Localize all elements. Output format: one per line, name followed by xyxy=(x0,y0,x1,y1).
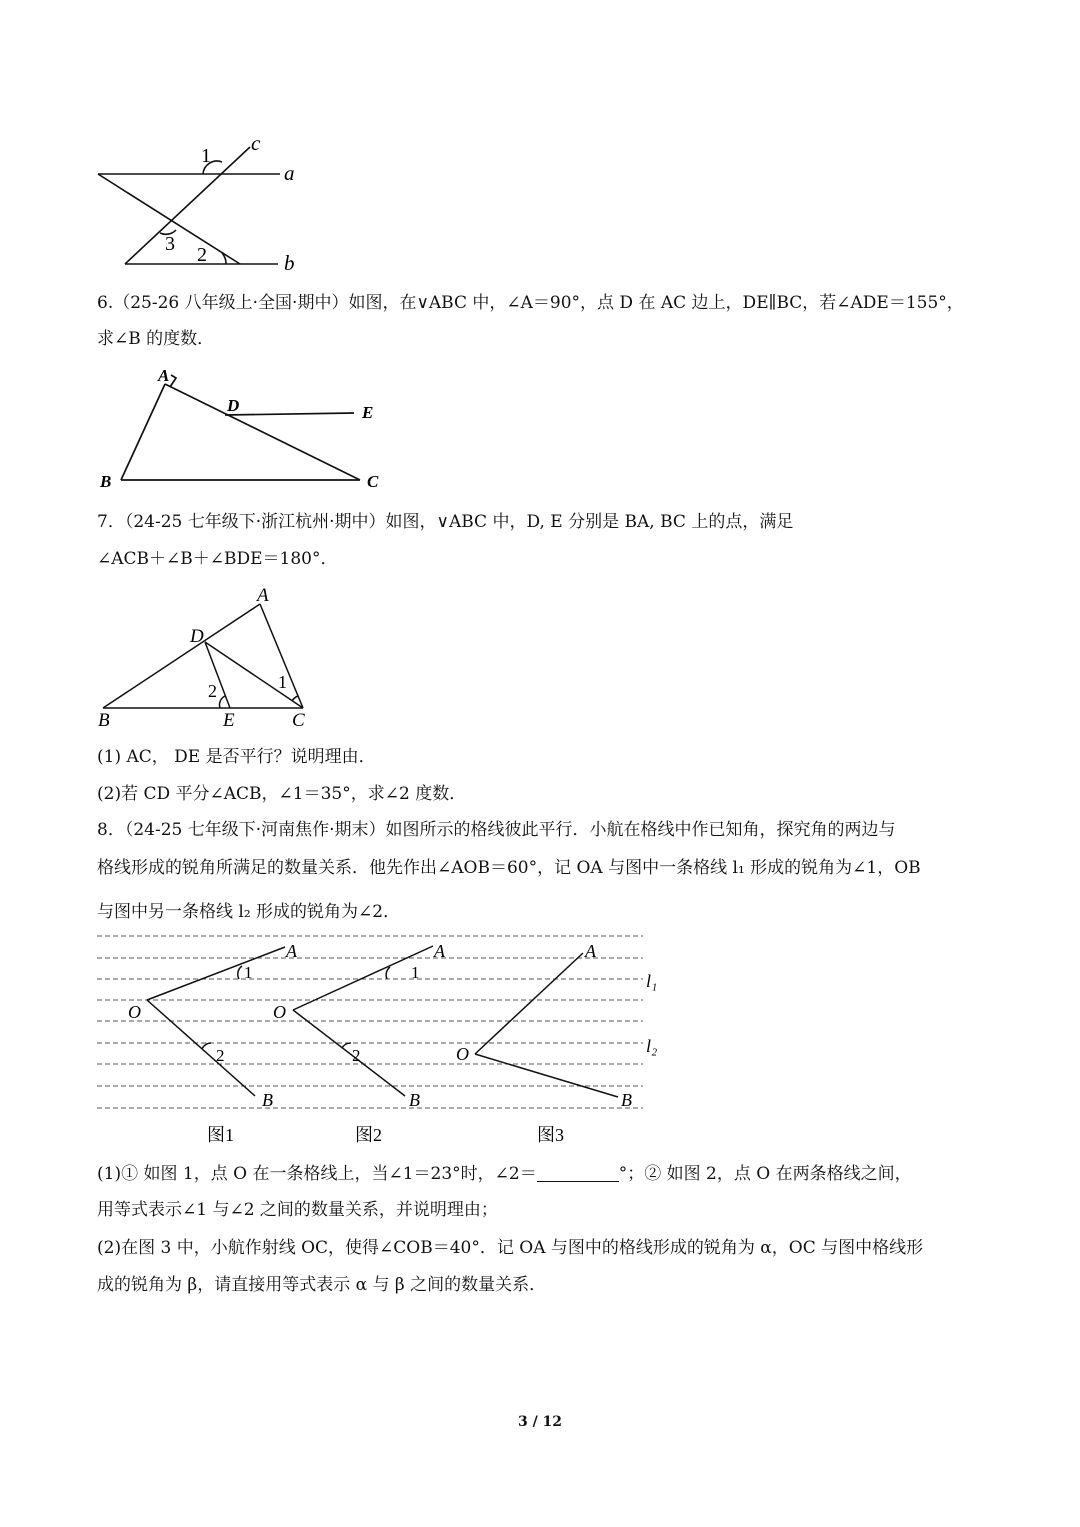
answer-blank[interactable] xyxy=(537,1163,619,1182)
fig1-angle2-arc xyxy=(202,1043,211,1049)
q6-label-e: E xyxy=(362,403,374,422)
q7-label-d: D xyxy=(190,626,204,647)
q7-label-2: 2 xyxy=(208,681,217,701)
fig2-angle1-arc xyxy=(386,967,390,979)
q8-text-line2: 格线形成的锐角所满足的数量关系．他先作出∠AOB＝60°，记 OA 与图中一条格线 l₁ 形成的锐角为∠1，OB xyxy=(97,858,921,878)
fig2-label-o: O xyxy=(273,1002,286,1022)
fig1-caption: 图1 xyxy=(207,1125,234,1145)
fig3-label-l1: l₁ xyxy=(646,971,658,991)
q7-part2: (2)若 CD 平分∠ACB，∠1＝35°，求∠2 度数． xyxy=(97,784,467,804)
fig1-angle1-arc xyxy=(238,966,242,979)
fig3-label-o: O xyxy=(456,1044,469,1064)
fig2-ray-ob xyxy=(293,1010,405,1096)
q8-text-line1: 8．（24-25 七年级下·河南焦作·期末）如图所示的格线彼此平行．小航在格线中作已知角，探究角的两边与 xyxy=(97,820,896,840)
q7-label-e: E xyxy=(223,710,235,731)
q8-part1-a: (1)① 如图 1，点 O 在一条格线上，当∠1＝23°时，∠2＝ xyxy=(97,1164,537,1184)
q8-part1-line1 xyxy=(97,1162,912,1186)
fig1-label-1: 1 xyxy=(244,963,253,982)
q6-label-c: C xyxy=(367,472,379,491)
q7-label-1: 1 xyxy=(278,672,287,692)
fig2-label-1: 1 xyxy=(411,963,420,982)
fig3-ray-ob xyxy=(475,1054,618,1097)
q7-text-line1: 7．（24-25 七年级下·浙江杭州·期中）如图，∨ABC 中，D, E 分别是 BA, BC 上的点，满足 xyxy=(97,512,794,532)
fig2-label-a: A xyxy=(434,941,445,961)
q6-label-a: A xyxy=(158,366,170,385)
angle1-label: 1 xyxy=(201,145,211,167)
q8-part2-line1: (2)在图 3 中，小航作射线 OC，使得∠COB＝40°．记 OA 与图中的格线形成的锐角为 α，OC 与图中格线形 xyxy=(97,1238,924,1258)
q8-grid-lines xyxy=(97,936,643,1108)
fig3-ray-oa xyxy=(475,953,583,1054)
q8-part1-line2: 用等式表示∠1 与∠2 之间的数量关系，并说明理由； xyxy=(97,1200,498,1220)
fig1-label-b: B xyxy=(262,1090,273,1110)
q7-part1: (1) AC， DE 是否平行？说明理由． xyxy=(97,747,376,767)
page-number: 3 / 12 xyxy=(517,1414,563,1430)
fig2-angle2-arc xyxy=(342,1043,351,1048)
line-a-label: a xyxy=(284,161,295,185)
fig3-label-a: A xyxy=(585,941,596,961)
fig1-label-o: O xyxy=(128,1002,141,1022)
q6-label-b: B xyxy=(100,472,112,491)
q8-part2-line2: 成的锐角为 β，请直接用等式表示 α 与 β 之间的数量关系． xyxy=(97,1275,547,1295)
q7-text-line2: ∠ACB＋∠B＋∠BDE＝180°． xyxy=(97,549,338,569)
q8-part1-b: °；② 如图 2，点 O 在两条格线之间， xyxy=(618,1164,912,1184)
fig1-label-2: 2 xyxy=(216,1046,225,1065)
q7-label-c: C xyxy=(292,710,305,731)
q6-label-d: D xyxy=(227,396,240,415)
fig3-label-b: B xyxy=(621,1090,632,1110)
fig2-label-2: 2 xyxy=(352,1046,361,1065)
line-c-label: c xyxy=(251,131,261,155)
q8-text-line3: 与图中另一条格线 l₂ 形成的锐角为∠2． xyxy=(97,902,401,922)
fig1-ray-ob xyxy=(147,1000,255,1096)
fig3-label-l2: l₂ xyxy=(646,1036,658,1056)
fig3-caption: 图3 xyxy=(537,1125,564,1145)
line-b-label: b xyxy=(284,251,295,275)
angle3-label: 3 xyxy=(165,233,175,255)
q7-label-a: A xyxy=(257,585,269,606)
fig2-caption: 图2 xyxy=(355,1125,382,1145)
fig2-label-b: B xyxy=(409,1090,420,1110)
q6-text-line1: 6.（25-26 八年级上·全国·期中）如图，在∨ABC 中，∠A＝90°，点 D 在 AC 边上，DE∥BC，若∠ADE＝155°， xyxy=(97,293,964,313)
q7-label-b: B xyxy=(98,710,110,731)
angle2-label: 2 xyxy=(197,244,207,266)
fig1-ray-oa xyxy=(147,947,285,1000)
fig1-label-a: A xyxy=(286,941,297,961)
q6-text-line2: 求∠B 的度数． xyxy=(97,329,215,349)
